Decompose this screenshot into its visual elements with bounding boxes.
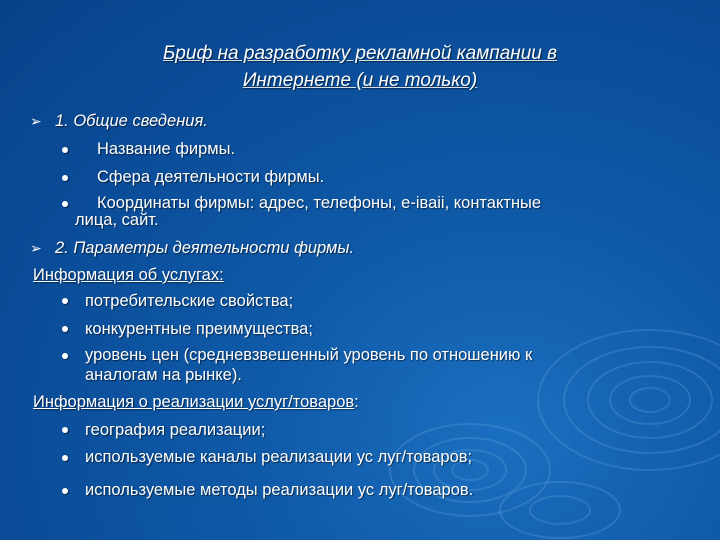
list-item: Координаты фирмы: адрес, телефоны, е-іваіі, контактные	[97, 194, 542, 212]
sales-heading-text: Информация о реализации услуг/товаров	[33, 393, 355, 411]
list-item: уровень цен (средневзвешенный уровень по отношению к	[85, 346, 533, 364]
slide-title	[95, 40, 625, 94]
title-line-2: Интернете (и не только)	[242, 70, 478, 91]
list-item: используемые методы реализации ус луг/товаров.	[85, 481, 474, 499]
list-item: потребительские свойства;	[85, 292, 294, 310]
dot-bullet-icon	[62, 147, 68, 153]
section-heading-general: 1. Общие сведения.	[55, 112, 208, 130]
dot-bullet-icon	[62, 427, 68, 433]
title-line-1: Бриф на разработку рекламной кампании в	[162, 43, 558, 64]
list-item: Название фирмы.	[97, 140, 236, 158]
dot-bullet-icon	[62, 298, 68, 304]
dot-bullet-icon	[62, 488, 68, 494]
dot-bullet-icon	[62, 201, 68, 207]
arrow-bullet-icon: ➢	[30, 113, 42, 129]
dot-bullet-icon	[62, 353, 68, 359]
dot-bullet-icon	[62, 455, 68, 461]
list-item: география реализации;	[85, 421, 266, 439]
list-item-continuation: лица, сайт.	[75, 211, 159, 229]
sales-heading	[33, 392, 359, 412]
sales-heading-colon: :	[354, 393, 359, 411]
arrow-bullet-icon: ➢	[30, 240, 42, 256]
list-item: Сфера деятельности фирмы.	[97, 168, 325, 186]
dot-bullet-icon	[62, 175, 68, 181]
list-item: используемые каналы реализации ус луг/товаров;	[85, 448, 473, 466]
list-item-continuation: аналогам на рынке).	[85, 366, 242, 384]
dot-bullet-icon	[62, 326, 68, 332]
list-item: конкурентные преимущества;	[85, 320, 313, 338]
section-heading-parameters: 2. Параметры деятельности фирмы.	[55, 239, 355, 257]
services-heading: Информация об услугах:	[33, 266, 224, 284]
